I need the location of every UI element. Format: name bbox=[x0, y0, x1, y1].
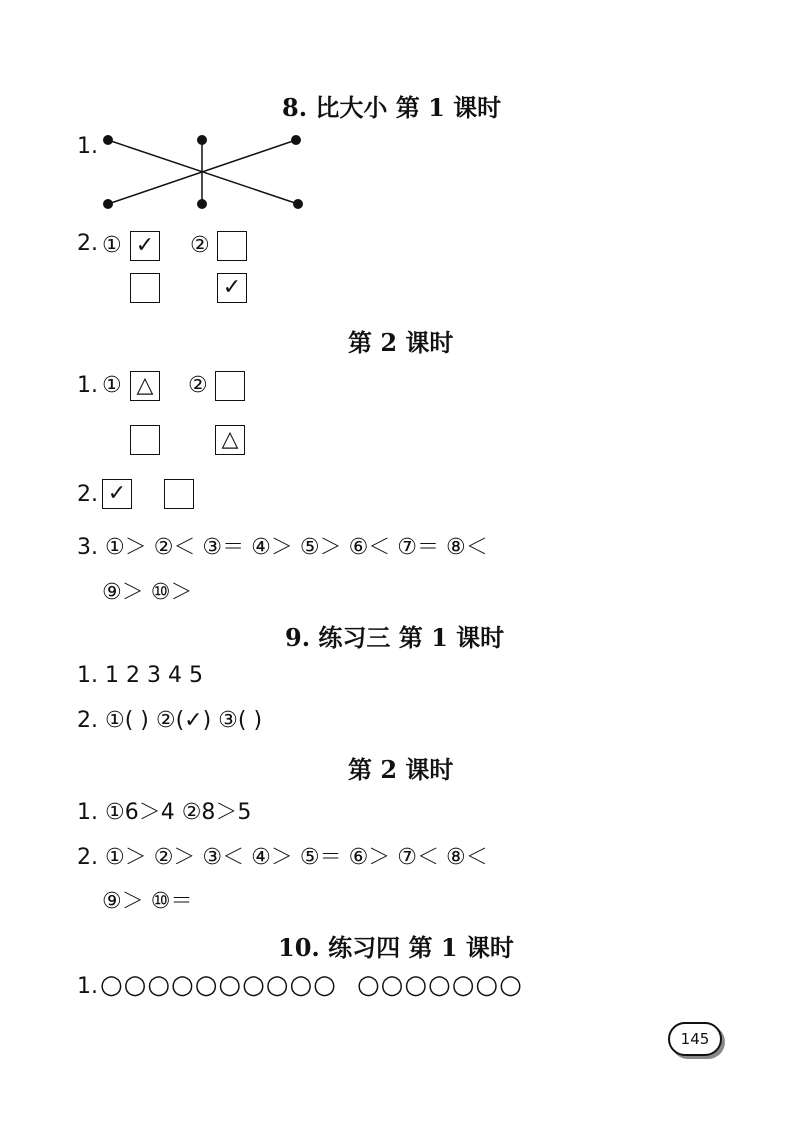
circled-2: ② bbox=[188, 373, 208, 398]
checkmark-icon: ✓ bbox=[135, 233, 155, 258]
question-1-label: 1. bbox=[77, 974, 98, 999]
section-8-title: 8. 比大小 第 1 课时 bbox=[282, 93, 502, 122]
question-1-answers: 1. 1 2 3 4 5 bbox=[77, 663, 203, 688]
question-2-answers: 2. ①＞ ②＞ ③＜ ④＞ ⑤＝ ⑥＞ ⑦＜ ⑧＜ bbox=[77, 845, 488, 870]
circled-2: ② bbox=[190, 233, 210, 258]
lesson-2-title: 第 2 课时 bbox=[348, 328, 454, 357]
answer-box bbox=[164, 479, 194, 509]
circle-group-a: ○○○○○○○○○○ bbox=[100, 970, 337, 1000]
dot bbox=[293, 199, 303, 209]
section-10-title: 10. 练习四 第 1 课时 bbox=[278, 933, 514, 962]
question-2-answers-cont: ⑨＞ ⑩＝ bbox=[102, 889, 193, 914]
circle-group-b: ○○○○○○○ bbox=[357, 970, 523, 1000]
answer-box bbox=[217, 231, 247, 261]
answer-box bbox=[102, 479, 132, 509]
triangle-icon: △ bbox=[221, 427, 239, 452]
page-number: 145 bbox=[668, 1022, 722, 1056]
answer-box bbox=[215, 371, 245, 401]
triangle-icon: △ bbox=[136, 373, 154, 398]
question-1-label: 1. bbox=[77, 373, 98, 398]
answer-box bbox=[130, 425, 160, 455]
circled-1: ① bbox=[102, 233, 122, 258]
answer-box bbox=[130, 273, 160, 303]
question-1-answers: 1. ①6＞4 ②8＞5 bbox=[77, 800, 252, 825]
circled-1: ① bbox=[102, 373, 122, 398]
answer-box bbox=[130, 231, 160, 261]
question-2-answers: 2. ①( ) ②(✓) ③( ) bbox=[77, 708, 263, 733]
question-1-label: 1. bbox=[77, 134, 98, 159]
checkmark-icon: ✓ bbox=[107, 481, 127, 506]
section-9-title: 9. 练习三 第 1 课时 bbox=[285, 623, 505, 652]
matching-lines-diagram bbox=[96, 128, 312, 214]
dot bbox=[103, 199, 113, 209]
lesson-2-title: 第 2 课时 bbox=[348, 755, 454, 784]
dot bbox=[197, 135, 207, 145]
answer-box bbox=[130, 371, 160, 401]
answer-box bbox=[215, 425, 245, 455]
question-2-label: 2. bbox=[77, 231, 98, 256]
question-3-answers: 3. ①＞ ②＜ ③＝ ④＞ ⑤＞ ⑥＜ ⑦＝ ⑧＜ bbox=[77, 535, 488, 560]
dot bbox=[103, 135, 113, 145]
question-3-answers-cont: ⑨＞ ⑩＞ bbox=[102, 580, 193, 605]
dot bbox=[197, 199, 207, 209]
dot bbox=[291, 135, 301, 145]
answer-box bbox=[217, 273, 247, 303]
checkmark-icon: ✓ bbox=[222, 275, 242, 300]
question-2-label: 2. bbox=[77, 482, 98, 507]
